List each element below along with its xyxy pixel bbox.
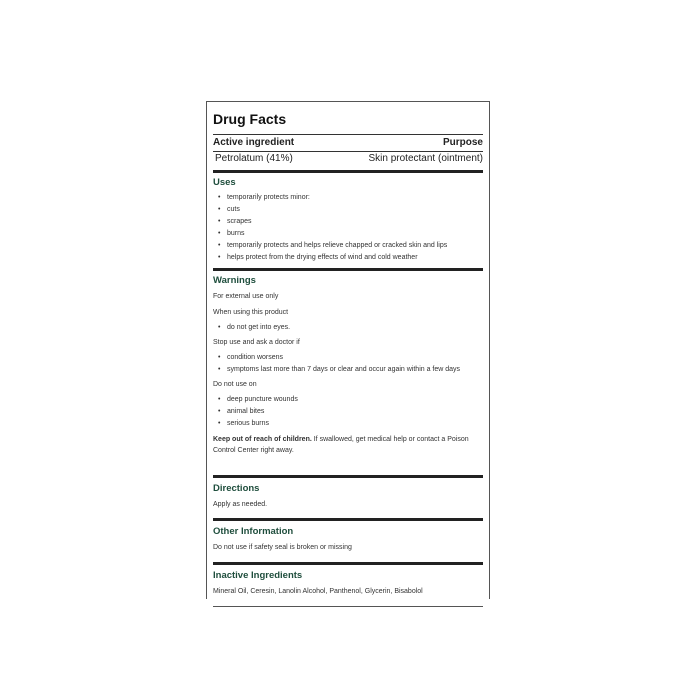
- list-item: • deep puncture wounds: [213, 394, 483, 406]
- do-not-use-text: Do not use on: [213, 381, 257, 388]
- list-item: • symptoms last more than 7 days or clear and occur again within a few days: [213, 364, 483, 376]
- stop-use-list: [213, 352, 483, 376]
- other-information-section: [213, 518, 483, 562]
- do-not-use-list: [213, 394, 483, 430]
- warnings-section: [213, 268, 483, 475]
- list-item: • temporarily protects and helps relieve chapped or cracked skin and lips: [213, 240, 483, 252]
- inactive-ingredients-text: Mineral Oil, Ceresin, Lanolin Alcohol, Panthenol, Glycerin, Bisabolol: [213, 588, 423, 595]
- keep-out-of-reach-text: [213, 434, 483, 456]
- uses-list: [213, 192, 483, 264]
- directions-section: [213, 475, 483, 518]
- list-item: • scrapes: [213, 216, 483, 228]
- purpose-value: Skin protectant (ointment): [368, 153, 483, 164]
- stop-use-text: Stop use and ask a doctor if: [213, 339, 300, 346]
- active-ingredient-header: [213, 134, 483, 149]
- when-using-list: [213, 322, 483, 334]
- drug-facts-panel: [206, 101, 490, 599]
- list-item: • serious burns: [213, 418, 483, 430]
- directions-heading: Directions: [213, 483, 260, 494]
- inactive-ingredients-heading: Inactive Ingredients: [213, 570, 303, 581]
- list-item: • condition worsens: [213, 352, 483, 364]
- page-title: Drug Facts: [213, 111, 287, 127]
- other-information-text: Do not use if safety seal is broken or missing: [213, 544, 352, 551]
- inactive-ingredients-section: [213, 562, 483, 607]
- active-ingredient-label: Active ingredient: [213, 137, 295, 148]
- other-information-heading: Other Information: [213, 526, 294, 537]
- list-item: • burns: [213, 228, 483, 240]
- keep-out-rest: If swallowed, get medical help or contact a Poison Control Center right away.: [213, 436, 469, 454]
- when-using-text: When using this product: [213, 309, 289, 316]
- list-item: • do not get into eyes.: [213, 322, 483, 334]
- keep-out-bold: Keep out of reach of children.: [213, 436, 312, 443]
- directions-text: Apply as needed.: [213, 501, 268, 508]
- list-item: • temporarily protects minor:: [213, 192, 483, 204]
- external-use-text: For external use only: [213, 293, 279, 300]
- uses-section: [213, 170, 483, 268]
- uses-heading: Uses: [213, 177, 236, 188]
- list-item: • cuts: [213, 204, 483, 216]
- list-item: • helps protect from the drying effects of wind and cold weather: [213, 252, 483, 264]
- warnings-heading: Warnings: [213, 275, 256, 286]
- active-ingredient-row: [213, 151, 483, 167]
- list-item: • animal bites: [213, 406, 483, 418]
- active-ingredient-value: Petrolatum (41%): [215, 153, 293, 164]
- purpose-label: Purpose: [442, 137, 483, 148]
